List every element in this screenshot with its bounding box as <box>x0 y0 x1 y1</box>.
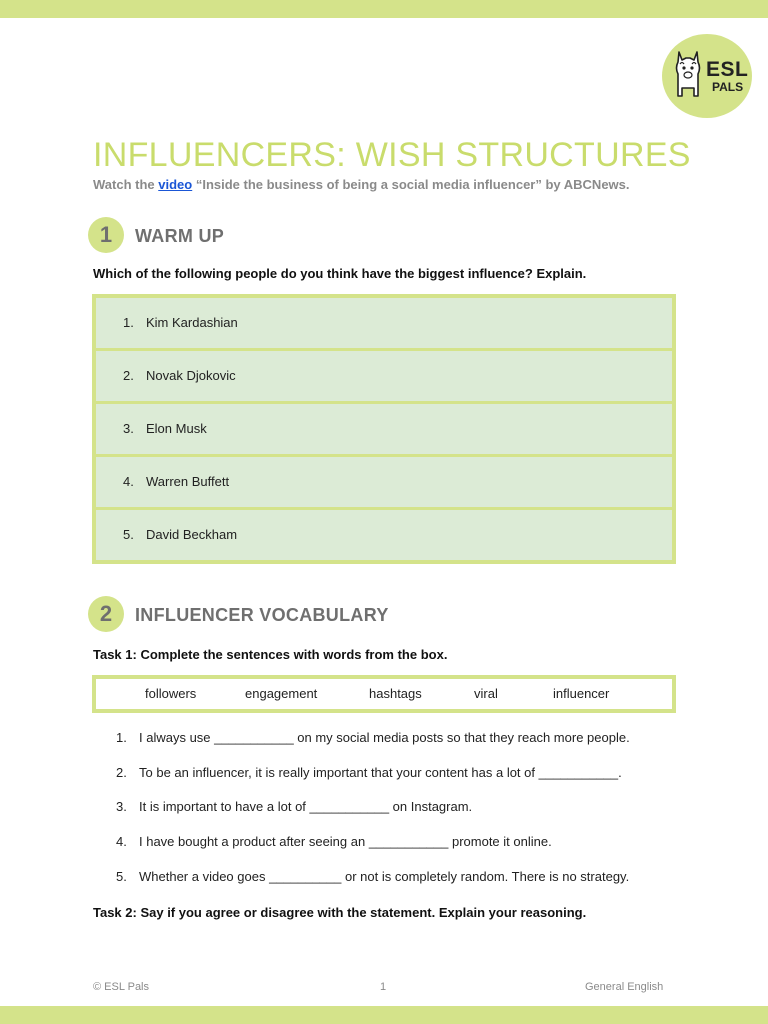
footer-course: General English <box>585 981 664 993</box>
word-box <box>92 675 676 713</box>
list-item <box>96 510 672 560</box>
word-box-item: influencer <box>553 686 610 701</box>
sentence-text: To be an influencer, it is really important that your content has a lot of ___________. <box>139 765 622 780</box>
llama-icon <box>670 48 706 102</box>
video-link[interactable]: video <box>158 177 193 192</box>
task-1-instruction: Task 1: Complete the sentences with words from the box. <box>93 647 448 662</box>
list-item <box>96 351 672 404</box>
task-2-instruction: Task 2: Say if you agree or disagree with the statement. Explain your reasoning. <box>93 905 587 920</box>
list-item-text: Kim Kardashian <box>146 315 238 330</box>
sentence-text: Whether a video goes __________ or not is completely random. There is no strategy. <box>139 869 630 884</box>
footer-copyright: © ESL Pals <box>93 981 149 993</box>
sentence-text: I have bought a product after seeing an ___________ promote it online. <box>139 834 552 849</box>
word-box-item: engagement <box>245 686 318 701</box>
sentence-text: It is important to have a lot of ___________ on Instagram. <box>139 799 473 814</box>
section-title-warm-up: WARM UP <box>135 226 225 246</box>
sentence-text: I always use ___________ on my social media posts so that they reach more people. <box>139 730 630 745</box>
sentence-number: 5. <box>116 869 127 884</box>
top-accent-bar <box>0 0 768 18</box>
section-number-badge: 2 <box>88 596 124 632</box>
sentence-number: 4. <box>116 834 127 849</box>
warm-up-question: Which of the following people do you think have the biggest influence? Explain. <box>93 266 587 281</box>
word-box-item: viral <box>474 686 498 701</box>
list-item-number: 5. <box>123 527 134 542</box>
sentence-number: 2. <box>116 765 127 780</box>
sentence-number: 1. <box>116 730 127 745</box>
list-item <box>96 298 672 351</box>
list-item <box>96 404 672 457</box>
logo-text-esl: ESL <box>706 58 749 81</box>
list-item-text: Novak Djokovic <box>146 368 236 383</box>
esl-pals-logo <box>662 34 752 118</box>
subtitle <box>93 177 630 192</box>
footer-page-number: 1 <box>380 981 387 993</box>
list-item <box>96 457 672 510</box>
page-title: INFLUENCERS: WISH STRUCTURES <box>93 136 691 174</box>
subtitle-suffix: “Inside the business of being a social media influencer” by ABCNews. <box>192 177 630 192</box>
section-number-badge: 1 <box>88 217 124 253</box>
list-item-text: David Beckham <box>146 527 238 542</box>
word-box-item: hashtags <box>369 686 422 701</box>
list-item-number: 4. <box>123 474 134 489</box>
word-box-item: followers <box>145 686 197 701</box>
list-item-number: 2. <box>123 368 134 383</box>
section-title-vocabulary: INFLUENCER VOCABULARY <box>135 605 389 625</box>
list-item-number: 1. <box>123 315 134 330</box>
list-item-number: 3. <box>123 421 134 436</box>
bottom-accent-bar <box>0 1006 768 1024</box>
sentence-number: 3. <box>116 799 127 814</box>
list-item-text: Warren Buffett <box>146 474 230 489</box>
logo-text-pals: PALS <box>712 80 744 94</box>
subtitle-prefix: Watch the <box>93 177 159 192</box>
warm-up-list <box>92 294 676 564</box>
list-item-text: Elon Musk <box>146 421 207 436</box>
